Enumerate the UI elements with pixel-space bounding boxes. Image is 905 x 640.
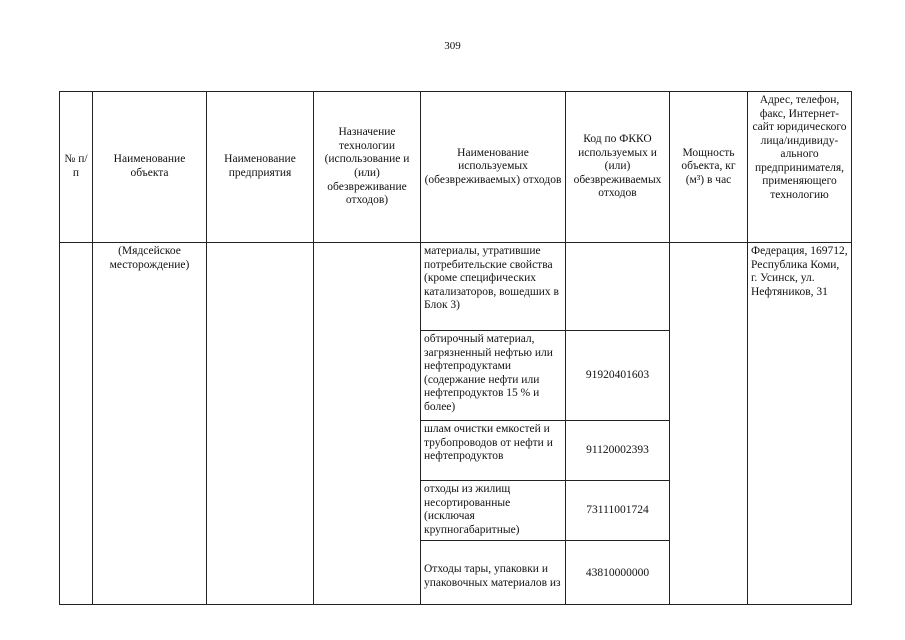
cell-waste: материалы, утратившие потребительские свойства (кроме специфических катализаторов, вошедших в Блок 3) — [421, 243, 566, 331]
cell-waste: отходы из жилищ несортированные (исключая крупногабаритные) — [421, 481, 566, 541]
waste-technology-table — [59, 91, 852, 605]
header-technology: Назначение технологии (использование и (или) обезвреживание отходов) — [314, 92, 421, 243]
cell-enterprise — [207, 243, 314, 605]
cell-num — [60, 243, 93, 605]
cell-object-name: (Мядсейское месторождение) — [93, 243, 207, 605]
header-address: Адрес, телефон, факс, Интернет-сайт юридического лица/индивиду-ального предпринимателя, применяющего технологию — [748, 92, 852, 243]
page-number: 309 — [444, 40, 461, 52]
cell-waste: шлам очистки емкостей и трубопроводов от нефти и нефтепродуктов — [421, 421, 566, 481]
cell-fkko-code: 73111001724 — [566, 481, 670, 541]
cell-address: Федерация, 169712, Республика Коми, г. Усинск, ул. Нефтяников, 31 — [748, 243, 852, 605]
cell-waste: Отходы тары, упаковки и упаковочных материалов из — [421, 541, 566, 605]
cell-fkko-code: 43810000000 — [566, 541, 670, 605]
header-waste: Наименование используемых (обезвреживаемых) отходов — [421, 92, 566, 243]
cell-waste: обтирочный материал, загрязненный нефтью или нефтепродуктами (содержание нефти или нефтепродуктов 15 % и более) — [421, 331, 566, 421]
header-num: № п/п — [60, 92, 93, 243]
cell-capacity — [670, 243, 748, 605]
header-object-name: Наименование объекта — [93, 92, 207, 243]
table-row — [60, 243, 852, 331]
cell-fkko-code — [566, 243, 670, 331]
header-capacity: Мощность объекта, кг (м³) в час — [670, 92, 748, 243]
header-fkko-code: Код по ФККО используемых и (или) обезвреживаемых отходов — [566, 92, 670, 243]
header-row — [60, 92, 852, 243]
cell-fkko-code: 91920401603 — [566, 331, 670, 421]
cell-fkko-code: 91120002393 — [566, 421, 670, 481]
cell-technology — [314, 243, 421, 605]
header-enterprise: Наименование предприятия — [207, 92, 314, 243]
